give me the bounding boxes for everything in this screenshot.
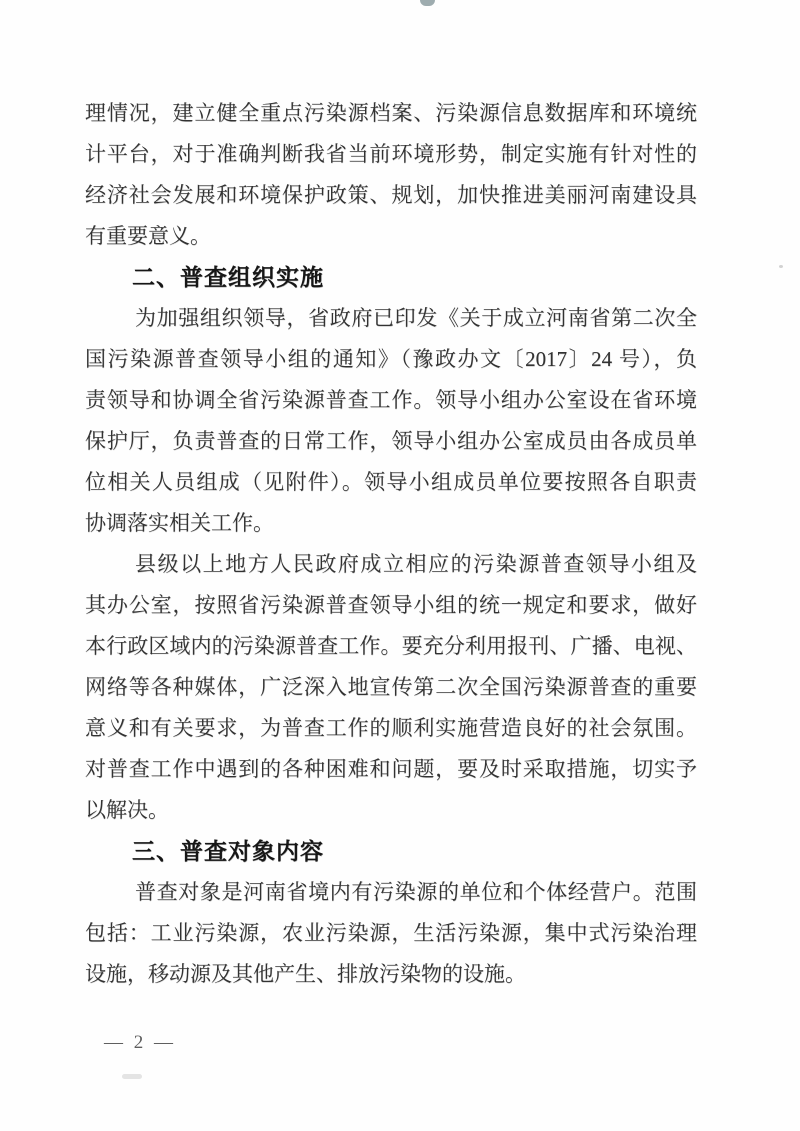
body-text-line: 为加强组织领导，省政府已印发《关于成立河南省第二次全	[135, 306, 697, 330]
page-number: — 2 —	[104, 1032, 176, 1053]
body-text-line: 协调落实相关工作。	[85, 511, 274, 535]
body-text-line: 普查对象是河南省境内有污染源的单位和个体经营户。范围	[135, 880, 697, 904]
body-text-line: 经济社会发展和环境保护政策、规划，加快推进美丽河南建设具	[85, 183, 697, 207]
body-text-line: 国污染源普查领导小组的通知》（豫政办文〔2017〕24 号），负	[85, 347, 697, 371]
body-text-line: 有重要意义。	[85, 224, 211, 248]
section-heading: 三、普查对象内容	[132, 839, 324, 864]
body-text-line: 位相关人员组成（见附件）。领导小组成员单位要按照各自职责	[85, 470, 697, 494]
body-text-line: 网络等各种媒体，广泛深入地宣传第二次全国污染源普查的重要	[85, 675, 697, 699]
scan-artifact	[420, 0, 435, 6]
body-text-line: 计平台，对于准确判断我省当前环境形势，制定实施有针对性的	[85, 142, 697, 166]
document-body	[85, 93, 697, 995]
body-text-line: 意义和有关要求，为普查工作的顺利实施营造良好的社会氛围。	[85, 716, 697, 740]
body-text-line: 本行政区域内的污染源普查工作。要充分利用报刊、广播、电视、	[85, 634, 697, 658]
body-text-line: 理情况，建立健全重点污染源档案、污染源信息数据库和环境统	[85, 101, 697, 125]
scan-artifact	[122, 1074, 142, 1079]
body-text-line: 其办公室，按照省污染源普查领导小组的统一规定和要求，做好	[85, 593, 697, 617]
body-text-line: 保护厅，负责普查的日常工作，领导小组办公室成员由各成员单	[85, 429, 697, 453]
body-text-line: 以解决。	[85, 798, 169, 822]
body-text-line: 包括：工业污染源，农业污染源，生活污染源，集中式污染治理	[85, 921, 697, 945]
body-text-line: 责领导和协调全省污染源普查工作。领导小组办公室设在省环境	[85, 388, 697, 412]
body-text-line: 县级以上地方人民政府成立相应的污染源普查领导小组及	[135, 552, 697, 576]
body-text-line: 对普查工作中遇到的各种困难和问题，要及时采取措施，切实予	[85, 757, 697, 781]
body-text-line: 设施，移动源及其他产生、排放污染物的设施。	[85, 962, 526, 986]
section-heading: 二、普查组织实施	[132, 265, 324, 290]
scan-artifact	[779, 265, 783, 268]
